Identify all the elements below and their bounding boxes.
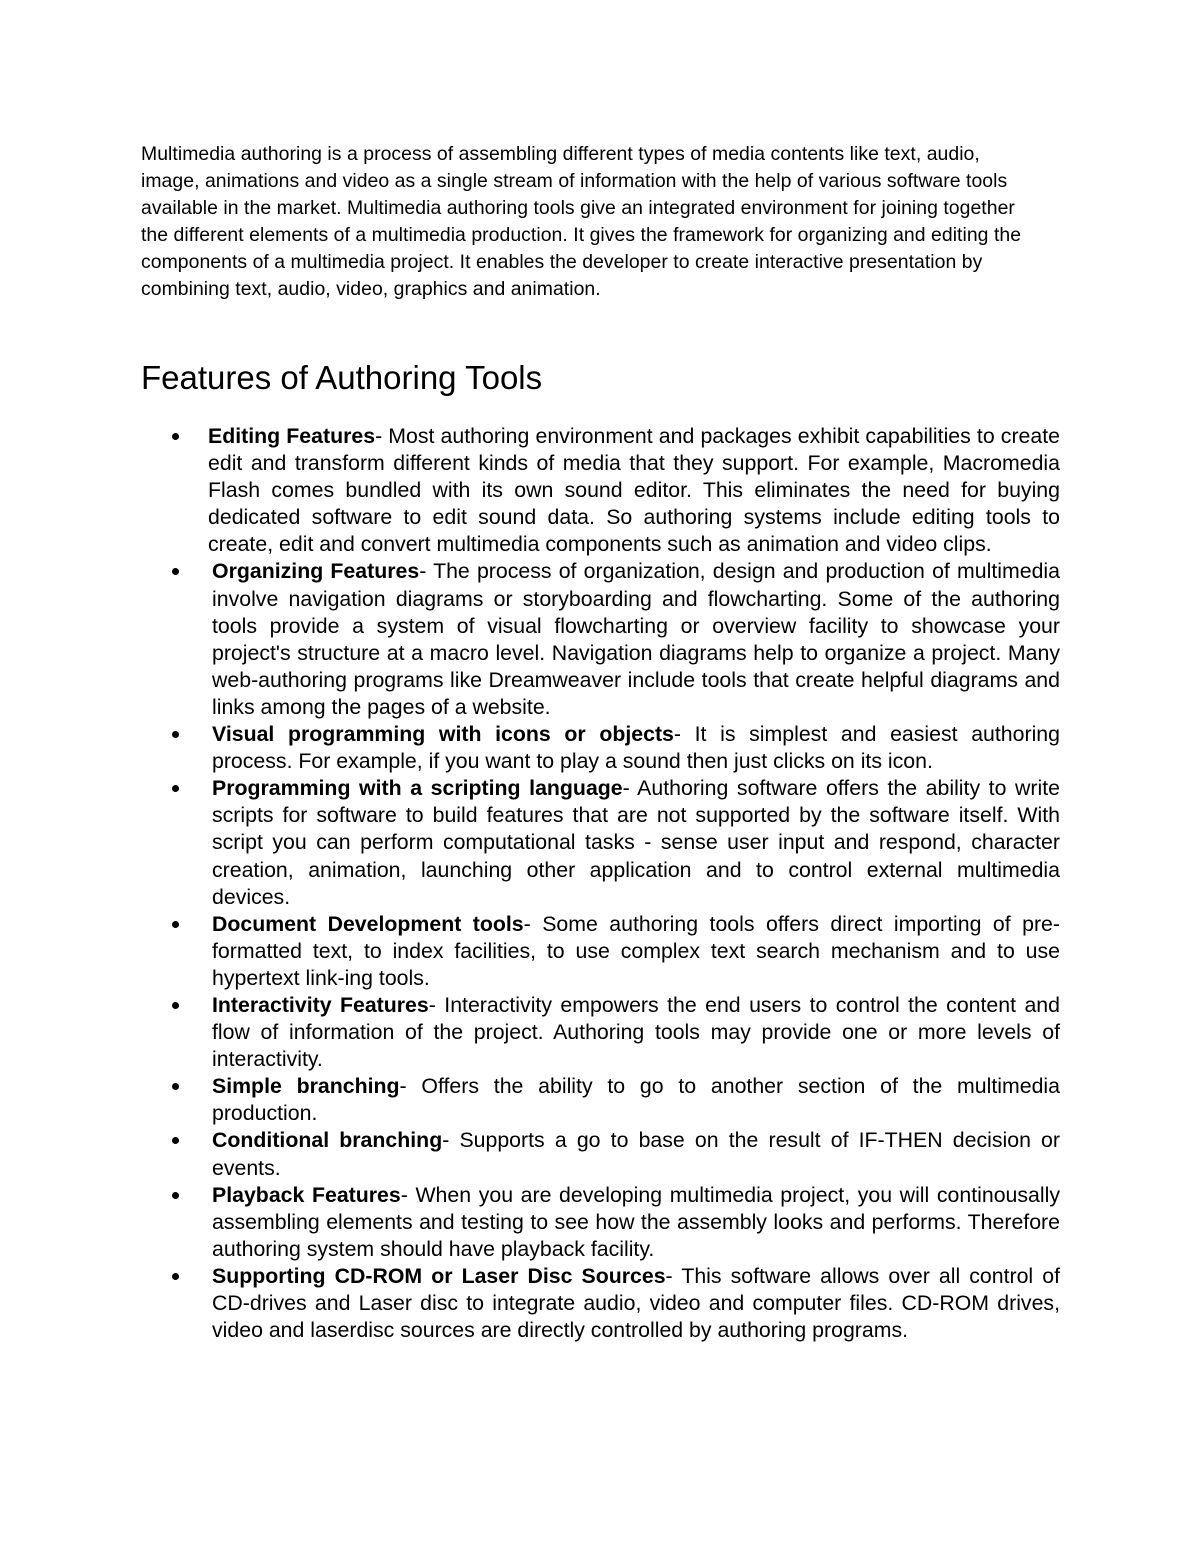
feature-editing [160,423,1060,558]
feature-description: - Authoring software offers the ability to write scripts for software to build features that are not supported by the software itself. With script you can perform computational tasks - sense user input and respond, character creation, animation, launching other application and to control external multimedia devices. [212,776,1060,909]
feature-cd-rom-laser-disc [160,1263,1060,1344]
feature-term: Editing Features [208,424,376,448]
feature-description: - Offers the ability to go to another section of the multimedia production. [212,1074,1061,1126]
feature-playback [160,1182,1060,1263]
feature-description: - The process of organization, design and production of multimedia involve navigation diagrams or storyboarding and flowcharting. Some of the authoring tools provide a system of visual flowcharting or overview facility to showcase your project's structure at a macro level. Navigation diagrams help to organize a project. Many web-authoring programs like Dreamweaver include tools that create helpful diagrams and links among the pages of a website. [212,559,1060,719]
bullet-icon [172,775,182,802]
features-list [160,423,1060,1344]
feature-organizing [160,558,1060,721]
feature-term: Document Development tools [212,911,524,936]
feature-term: Simple branching [212,1074,400,1099]
feature-scripting [160,775,1060,910]
bullet-icon [172,992,182,1019]
bullet-icon [172,558,182,585]
feature-description: - It is simplest and easiest authoring process. For example, if you want to play a sound then just clicks on its icon. [212,722,1061,774]
feature-term: Visual programming with icons or objects [212,722,674,747]
feature-description: - Supports a go to base on the result of IF-THEN decision or events. [212,1128,1060,1180]
feature-description: - Most authoring environment and packages exhibit capabilities to create edit and transform different kinds of media that they support. For example, Macromedia Flash comes bundled with its own sound editor. This eliminates the need for buying dedicated software to edit sound data. So authoring systems include editing tools to create, edit and convert multimedia components such as animation and video clips. [208,424,1060,557]
feature-term: Interactivity Features [212,992,429,1017]
feature-description: - Some authoring tools offers direct importing of pre-formatted text, to index facilities, to use complex text search mechanism and to use hypertext link-ing tools. [212,911,1060,990]
feature-term: Programming with a scripting language [212,776,623,801]
bullet-icon [172,911,182,938]
feature-term: Conditional branching [212,1128,443,1153]
intro-paragraph: Multimedia authoring is a process of assembling different types of media contents like text, audio, image, animations and video as a single stream of information with the help of various software tools available in the market. Multimedia authoring tools give an integrated environment for joining together the different elements of a multimedia production. It gives the framework for organizing and editing the components of a multimedia project. It enables the developer to create interactive presentation by combining text, audio, video, graphics and animation. [141,143,1022,300]
feature-conditional-branching [160,1127,1060,1181]
bullet-icon [172,423,182,450]
feature-description: - This software allows over all control of CD-drives and Laser disc to integrate audio, video and computer files. CD-ROM drives, video and laserdisc sources are directly controlled by authoring programs. [212,1263,1060,1343]
bullet-icon [172,1263,182,1290]
feature-document-development [160,911,1060,992]
feature-interactivity [160,992,1060,1073]
feature-term: Supporting CD-ROM or Laser Disc Sources [212,1263,666,1288]
bullet-icon [172,1182,182,1209]
feature-description: - Interactivity empowers the end users to control the content and flow of information of the project. Authoring tools may provide one or more levels of interactivity. [212,992,1060,1072]
feature-description: - When you are developing multimedia project, you will continousally assembling elements and testing to see how the assembly looks and performs. Therefore authoring system should have playback facility. [212,1182,1060,1261]
feature-term: Organizing Features [212,559,420,584]
bullet-icon [172,721,182,748]
feature-visual-programming [160,721,1060,775]
section-heading: Features of Authoring Tools [141,359,543,396]
bullet-icon [172,1073,182,1100]
feature-term: Playback Features [212,1182,401,1207]
bullet-icon [172,1127,182,1154]
feature-simple-branching [160,1073,1060,1127]
